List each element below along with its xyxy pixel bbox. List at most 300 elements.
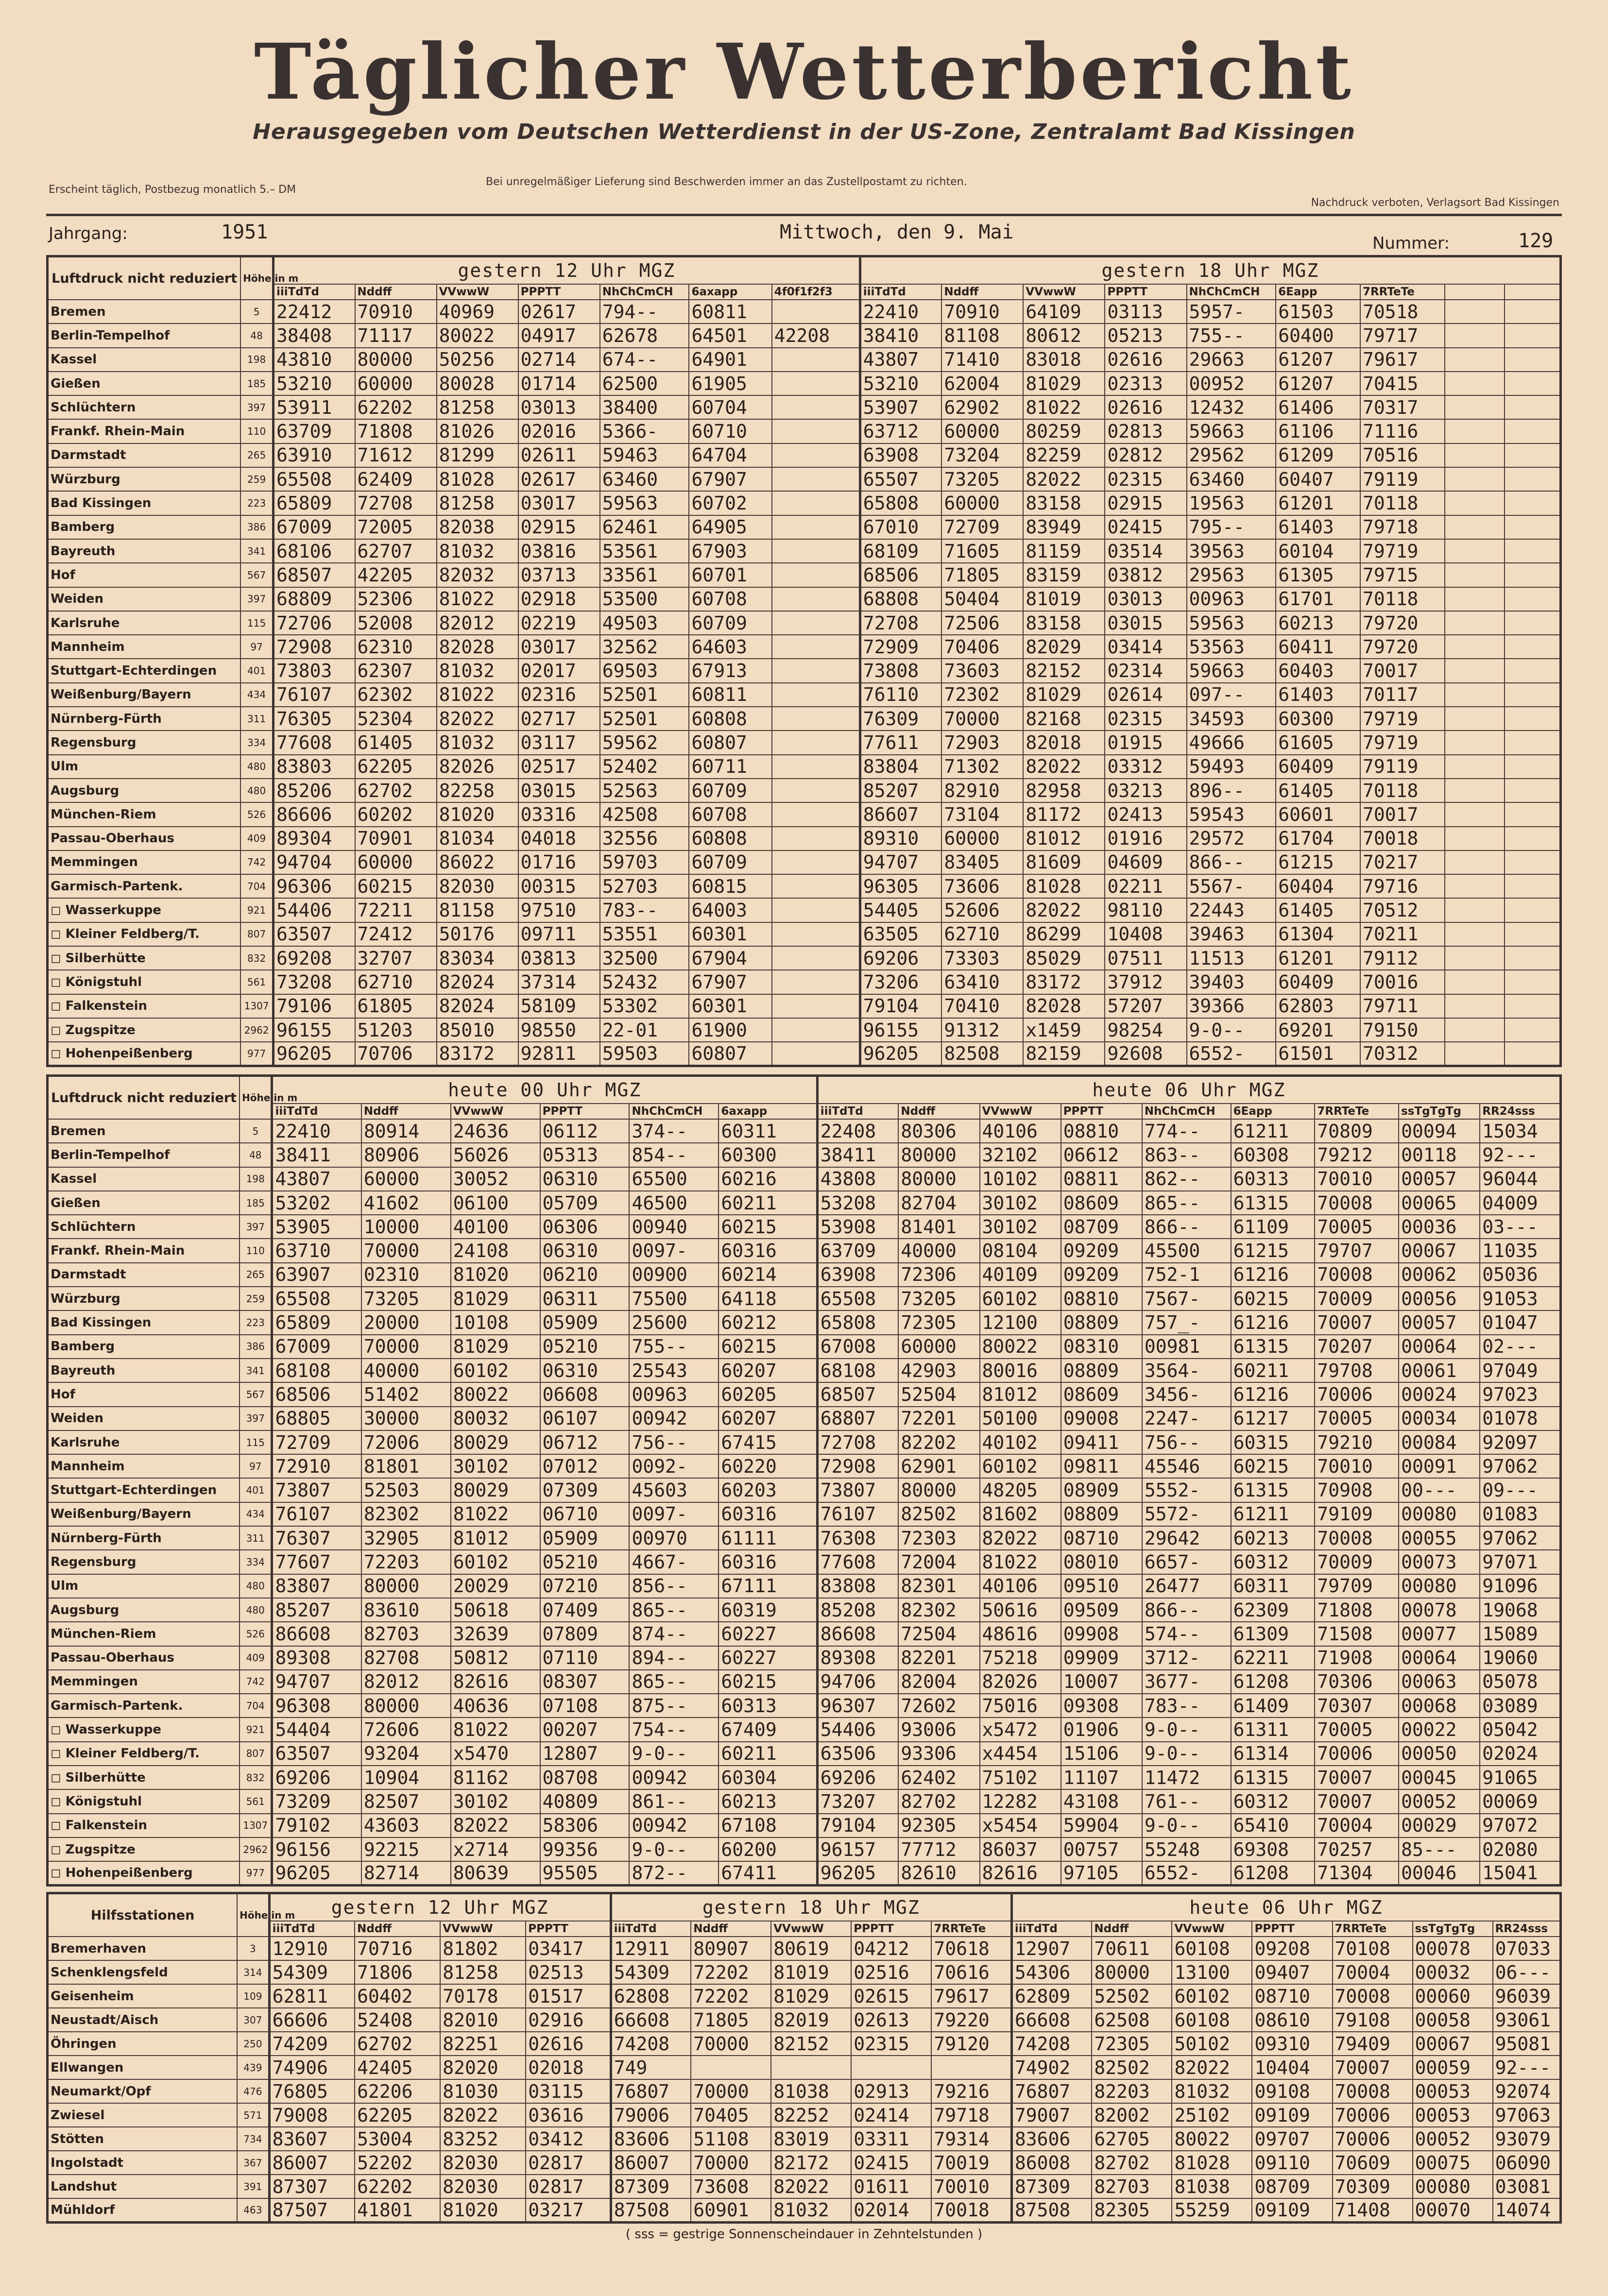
station-name: Ingolstadt — [48, 2151, 238, 2175]
station-altitude: 480 — [239, 1598, 272, 1622]
observation-value: 574-- — [1142, 1622, 1231, 1646]
observation-value: 81029 — [451, 1287, 540, 1310]
observation-value: 0097- — [629, 1502, 718, 1526]
observation-value: 71808 — [355, 419, 437, 443]
observation-value: 73205 — [941, 467, 1023, 491]
observation-value — [1445, 635, 1505, 659]
observation-value: 80032 — [451, 1407, 540, 1430]
observation-value: 61403 — [1276, 683, 1360, 707]
observation-value: 60215 — [1231, 1287, 1315, 1310]
observation-value: 08709 — [1061, 1215, 1142, 1239]
observation-value — [1445, 970, 1505, 994]
observation-value: 08809 — [1061, 1502, 1142, 1526]
station-name: Bad Kissingen — [48, 491, 241, 515]
observation-value: 60000 — [355, 372, 437, 395]
observation-value — [772, 395, 860, 419]
observation-value: 70108 — [1333, 1937, 1413, 1960]
observation-value: 861-- — [629, 1789, 718, 1813]
observation-value: 11035 — [1480, 1239, 1560, 1262]
observation-value: 94704 — [273, 850, 355, 874]
observation-value: 73104 — [941, 802, 1023, 826]
observation-value: 09509 — [1061, 1598, 1142, 1622]
observation-value — [1445, 994, 1505, 1018]
observation-value: 72708 — [355, 491, 437, 515]
observation-value: 72709 — [272, 1430, 361, 1454]
table-row — [48, 539, 1561, 563]
observation-value: 02014 — [851, 2198, 931, 2222]
observation-value — [1445, 372, 1505, 395]
observation-value: 40969 — [437, 300, 518, 323]
observation-value: 63460 — [600, 467, 689, 491]
observation-value — [1445, 779, 1505, 802]
observation-value: 81029 — [771, 1984, 851, 2008]
table-row — [48, 1454, 1561, 1478]
observation-value: 674-- — [600, 348, 689, 372]
observation-value: 59904 — [1061, 1814, 1142, 1837]
observation-value: 01916 — [1105, 827, 1186, 850]
observation-value: 15089 — [1480, 1622, 1560, 1646]
table-row — [48, 2079, 1561, 2103]
group-header — [272, 1076, 817, 1104]
observation-value: 85029 — [1023, 946, 1105, 970]
observation-value: 67907 — [689, 467, 771, 491]
observation-value: 60409 — [1276, 755, 1360, 779]
observation-value: 72706 — [273, 611, 355, 635]
observation-value: 07110 — [540, 1646, 630, 1670]
observation-value: 05909 — [540, 1526, 630, 1550]
station-name: ◻ Falkenstein — [48, 994, 241, 1018]
station-header: Hilfsstationen — [48, 1893, 238, 1937]
observation-value: 60702 — [689, 491, 771, 515]
observation-value — [1445, 323, 1505, 347]
observation-value: 59563 — [600, 491, 689, 515]
observation-value: 00064 — [1399, 1646, 1480, 1670]
station-name: Bayreuth — [48, 539, 241, 563]
observation-value: 70706 — [355, 1042, 437, 1066]
observation-value: 06090 — [1493, 2151, 1561, 2175]
observation-value: 79102 — [272, 1814, 361, 1837]
observation-value: 60215 — [355, 874, 437, 898]
observation-value: 5567- — [1187, 874, 1276, 898]
column-header: iiiTdTd — [860, 284, 941, 300]
observation-value — [772, 779, 860, 802]
observation-value: 81012 — [980, 1382, 1061, 1406]
observation-value: 08710 — [1061, 1526, 1142, 1550]
observation-value: 70000 — [691, 2032, 771, 2056]
observation-value — [772, 874, 860, 898]
observation-value: 02913 — [851, 2079, 931, 2103]
group-header-label: gestern 12 Uhr MGZ — [458, 260, 676, 281]
observation-value: 40000 — [898, 1239, 979, 1262]
observation-value: 65500 — [629, 1167, 718, 1191]
observation-value: 62206 — [355, 2079, 440, 2103]
observation-value: 00057 — [1399, 1310, 1480, 1334]
observation-value: 43807 — [860, 348, 941, 372]
observation-value — [1505, 539, 1561, 563]
observation-value: 92215 — [361, 1837, 451, 1861]
station-altitude: 223 — [240, 491, 273, 515]
observation-value: 00053 — [1413, 2103, 1493, 2127]
observation-value: 60400 — [1276, 323, 1360, 347]
observation-value: 01716 — [518, 850, 600, 874]
observation-value: 72910 — [272, 1454, 361, 1478]
observation-value: 60215 — [1231, 1454, 1315, 1478]
observation-value: 97049 — [1480, 1359, 1560, 1382]
observation-value: 52408 — [355, 2008, 440, 2032]
observation-value — [1445, 1042, 1505, 1066]
observation-value: 68507 — [273, 563, 355, 587]
observation-value: 09811 — [1061, 1454, 1142, 1478]
observation-value: 81602 — [980, 1502, 1061, 1526]
observation-value: 87507 — [269, 2198, 355, 2222]
group-header-label: heute 06 Uhr MGZ — [1189, 1897, 1383, 1918]
observation-value: 60313 — [1231, 1167, 1315, 1191]
observation-value: 10102 — [980, 1167, 1061, 1191]
observation-value — [772, 922, 860, 946]
column-header: NhChCmCH — [600, 284, 689, 300]
column-header: 6Eapp — [1231, 1104, 1315, 1119]
station-name: Öhringen — [48, 2032, 238, 2056]
observation-value: 87309 — [1011, 2175, 1092, 2198]
observation-value — [1445, 419, 1505, 443]
station-altitude: 397 — [240, 587, 273, 611]
observation-value: 62702 — [355, 779, 437, 802]
observation-value: 20029 — [451, 1574, 540, 1598]
observation-value: 09909 — [1061, 1646, 1142, 1670]
observation-value: 70010 — [1315, 1454, 1399, 1478]
observation-value — [1505, 587, 1561, 611]
observation-value: 81038 — [771, 2079, 851, 2103]
observation-value: 02018 — [526, 2056, 611, 2079]
observation-value: 60808 — [689, 827, 771, 850]
observation-value: 82022 — [451, 1814, 540, 1837]
observation-value: 61208 — [1231, 1670, 1315, 1694]
observation-value: 60704 — [689, 395, 771, 419]
station-name: Schlüchtern — [48, 1215, 240, 1239]
observation-value: 97072 — [1480, 1814, 1560, 1837]
station-name: ◻ Falkenstein — [48, 1814, 240, 1837]
observation-value: 73807 — [817, 1478, 898, 1502]
observation-value: 86037 — [980, 1837, 1061, 1861]
observation-value: 65410 — [1231, 1814, 1315, 1837]
table-row — [48, 874, 1561, 898]
observation-value: 52504 — [898, 1382, 979, 1406]
station-altitude: 97 — [240, 635, 273, 659]
observation-value: 75218 — [980, 1646, 1061, 1670]
observation-value: 02219 — [518, 611, 600, 635]
station-name: Hof — [48, 563, 241, 587]
observation-value: 73606 — [941, 874, 1023, 898]
station-altitude: 2962 — [240, 1018, 273, 1042]
observation-value: 82010 — [440, 2008, 526, 2032]
observation-value: 70901 — [355, 827, 437, 850]
observation-value: 89308 — [817, 1646, 898, 1670]
observation-value: 98254 — [1105, 1018, 1186, 1042]
observation-value — [1445, 946, 1505, 970]
station-name: Nürnberg-Fürth — [48, 1526, 240, 1550]
observation-value: 61704 — [1276, 827, 1360, 850]
column-header: RR24sss — [1480, 1104, 1560, 1119]
observation-value: 03816 — [518, 539, 600, 563]
observation-value: 70257 — [1315, 1837, 1399, 1861]
observation-value: 72305 — [898, 1310, 979, 1334]
observation-value: 894-- — [629, 1646, 718, 1670]
observation-value — [772, 707, 860, 731]
observation-value: 02080 — [1480, 1837, 1560, 1861]
observation-value: 03013 — [1105, 587, 1186, 611]
station-altitude: 115 — [239, 1430, 272, 1454]
observation-value: 57207 — [1105, 994, 1186, 1018]
observation-value: 70317 — [1360, 395, 1445, 419]
observation-value — [1505, 1042, 1561, 1066]
observation-value: 09209 — [1061, 1263, 1142, 1287]
observation-value: 82022 — [1172, 2056, 1252, 2079]
table-row — [48, 1382, 1561, 1406]
observation-value: 00036 — [1399, 1215, 1480, 1239]
station-name: Augsburg — [48, 1598, 240, 1622]
observation-value: 00118 — [1399, 1143, 1480, 1167]
observation-value: 74902 — [1011, 2056, 1092, 2079]
observation-value: 81258 — [437, 395, 518, 419]
station-name: Nürnberg-Fürth — [48, 707, 241, 731]
station-name: Hof — [48, 1382, 240, 1406]
observation-value: 00052 — [1399, 1789, 1480, 1813]
observation-value: 72305 — [1092, 2032, 1172, 2056]
station-name: Neustadt/Aisch — [48, 2008, 238, 2032]
observation-value: 04212 — [851, 1937, 931, 1960]
observation-value: 73207 — [817, 1789, 898, 1813]
station-name: Memmingen — [48, 1670, 240, 1694]
observation-value: 76107 — [273, 683, 355, 707]
station-name: Garmisch-Partenk. — [48, 1694, 240, 1718]
observation-value: 00069 — [1480, 1789, 1560, 1813]
observation-value: 06612 — [1061, 1143, 1142, 1167]
station-name: München-Riem — [48, 802, 241, 826]
observation-value: 49503 — [600, 611, 689, 635]
observation-value: 865-- — [629, 1598, 718, 1622]
observation-value: 02310 — [361, 1263, 451, 1287]
observation-value — [772, 611, 860, 635]
table-row — [48, 1937, 1561, 1960]
observation-value — [1505, 731, 1561, 754]
observation-value — [1505, 563, 1561, 587]
observation-value — [1505, 827, 1561, 850]
observation-value: 70609 — [1333, 2151, 1413, 2175]
observation-value: 82958 — [1023, 779, 1105, 802]
observation-value: 61201 — [1276, 946, 1360, 970]
column-header: 7RRTeTe — [1333, 1921, 1413, 1937]
observation-value: 72908 — [273, 635, 355, 659]
observation-value: 51203 — [355, 1018, 437, 1042]
observation-value: 08609 — [1061, 1382, 1142, 1406]
observation-value — [1445, 467, 1505, 491]
observation-value: 60311 — [718, 1119, 817, 1143]
observation-value: 70017 — [1360, 802, 1445, 826]
observation-value: 60215 — [718, 1670, 817, 1694]
observation-value: 65808 — [817, 1310, 898, 1334]
observation-value: 79216 — [931, 2079, 1011, 2103]
observation-value: 09109 — [1252, 2198, 1332, 2222]
observation-value: 02616 — [526, 2032, 611, 2056]
observation-value: 00059 — [1413, 2056, 1493, 2079]
observation-value: 09109 — [1252, 2103, 1332, 2127]
observation-value: 02414 — [851, 2103, 931, 2127]
observation-value: 58306 — [540, 1814, 630, 1837]
observation-value: 43603 — [361, 1814, 451, 1837]
station-altitude: 807 — [240, 922, 273, 946]
observation-value: 96155 — [860, 1018, 941, 1042]
observation-value: 00315 — [518, 874, 600, 898]
observation-value: 63460 — [1187, 467, 1276, 491]
observation-value: 61314 — [1231, 1742, 1315, 1766]
observation-value: 60301 — [689, 994, 771, 1018]
observation-value: 67904 — [689, 946, 771, 970]
observation-value: 65507 — [860, 467, 941, 491]
observation-value — [1445, 731, 1505, 754]
station-name: ◻ Kleiner Feldberg/T. — [48, 1742, 240, 1766]
observation-value: 70008 — [1315, 1263, 1399, 1287]
observation-value: 39563 — [1187, 539, 1276, 563]
station-altitude: 480 — [240, 755, 273, 779]
station-altitude: 311 — [240, 707, 273, 731]
column-header: 7RRTeTe — [1315, 1104, 1399, 1119]
observation-value: 89310 — [860, 827, 941, 850]
station-name: Bad Kissingen — [48, 1310, 240, 1334]
observation-value: 32905 — [361, 1526, 451, 1550]
column-header: VVwwW — [437, 284, 518, 300]
observation-value: 22408 — [817, 1119, 898, 1143]
observation-value: 02415 — [1105, 515, 1186, 539]
observation-value: 76805 — [269, 2079, 355, 2103]
observation-value: 52501 — [600, 707, 689, 731]
observation-value: 60312 — [1231, 1550, 1315, 1574]
observation-value: 50616 — [980, 1598, 1061, 1622]
group-header — [860, 256, 1560, 285]
observation-value: 62409 — [355, 467, 437, 491]
station-altitude: 921 — [239, 1718, 272, 1741]
observation-value: 83019 — [771, 2127, 851, 2151]
observation-value: 03081 — [1493, 2175, 1561, 2198]
station-altitude: 1307 — [240, 994, 273, 1018]
station-name: Bamberg — [48, 515, 241, 539]
observation-value: 00046 — [1399, 1861, 1480, 1885]
observation-value: 14074 — [1493, 2198, 1561, 2222]
observation-value: 70207 — [1315, 1335, 1399, 1359]
observation-value: 82022 — [437, 707, 518, 731]
table-row — [48, 1622, 1561, 1646]
table-row — [48, 1646, 1561, 1670]
observation-value: 74208 — [1011, 2032, 1092, 2056]
observation-value: 79708 — [1315, 1359, 1399, 1382]
observation-value: 66608 — [611, 2008, 691, 2032]
observation-value: 10007 — [1061, 1670, 1142, 1694]
observation-value: 3456- — [1142, 1382, 1231, 1406]
observation-value: 60710 — [689, 419, 771, 443]
station-altitude: 401 — [240, 659, 273, 682]
observation-value: 63908 — [860, 443, 941, 467]
table-row — [48, 946, 1561, 970]
observation-value: 56026 — [451, 1143, 540, 1167]
observation-value: 29572 — [1187, 827, 1276, 850]
observation-value: 61805 — [355, 994, 437, 1018]
observation-value: 81032 — [771, 2198, 851, 2222]
observation-value: 97023 — [1480, 1382, 1560, 1406]
station-altitude: 977 — [239, 1861, 272, 1885]
station-altitude: 409 — [240, 827, 273, 850]
station-altitude: 439 — [237, 2056, 269, 2079]
observation-value: 79006 — [611, 2103, 691, 2127]
observation-value: 4667- — [629, 1550, 718, 1574]
observation-value: 02017 — [518, 659, 600, 682]
group-header-label: gestern 18 Uhr MGZ — [702, 1897, 920, 1918]
observation-value: 40109 — [980, 1263, 1061, 1287]
observation-value: 01906 — [1061, 1718, 1142, 1741]
observation-value: 00070 — [1413, 2198, 1493, 2222]
observation-value: 96307 — [817, 1694, 898, 1718]
observation-value: 872-- — [629, 1861, 718, 1885]
observation-value: 62202 — [355, 395, 437, 419]
observation-value: 67409 — [718, 1718, 817, 1741]
observation-value: 02617 — [518, 467, 600, 491]
column-header: Nddff — [941, 284, 1023, 300]
observation-value: 08810 — [1061, 1287, 1142, 1310]
observation-value: 93006 — [898, 1718, 979, 1741]
observation-value: 03217 — [526, 2198, 611, 2222]
observation-value: 96305 — [860, 874, 941, 898]
observation-value — [772, 587, 860, 611]
observation-value: 81159 — [1023, 539, 1105, 563]
observation-value: 72202 — [691, 1960, 771, 1984]
observation-value: 00034 — [1399, 1407, 1480, 1430]
station-name: ◻ Hohenpeißenberg — [48, 1042, 241, 1066]
observation-value — [1445, 755, 1505, 779]
observation-value: 09310 — [1252, 2032, 1332, 2056]
observation-value: 81038 — [1172, 2175, 1252, 2198]
observation-value — [1445, 491, 1505, 515]
observation-value: 60709 — [689, 611, 771, 635]
observation-value: 03312 — [1105, 755, 1186, 779]
station-altitude: 704 — [239, 1694, 272, 1718]
observation-value: 06311 — [540, 1287, 630, 1310]
station-name: ◻ Wasserkuppe — [48, 898, 241, 922]
observation-value: 67108 — [718, 1814, 817, 1837]
observation-value: 08811 — [1061, 1167, 1142, 1191]
observation-value: 92305 — [898, 1814, 979, 1837]
observation-value: 61406 — [1276, 395, 1360, 419]
observation-value: 60601 — [1276, 802, 1360, 826]
station-altitude: 265 — [240, 443, 273, 467]
observation-value: 73803 — [273, 659, 355, 682]
observation-value: 61211 — [1231, 1502, 1315, 1526]
observation-value — [772, 1042, 860, 1066]
observation-value: 68805 — [272, 1407, 361, 1430]
observation-value: 02315 — [851, 2032, 931, 2056]
observation-value: 00963 — [629, 1382, 718, 1406]
observation-value: 96205 — [272, 1861, 361, 1885]
observation-value: 52501 — [600, 683, 689, 707]
observation-value: 07033 — [1493, 1937, 1561, 1960]
observation-value: 40102 — [980, 1430, 1061, 1454]
observation-value: 79719 — [1360, 707, 1445, 731]
observation-value: 06608 — [540, 1382, 630, 1406]
observation-value: 82259 — [1023, 443, 1105, 467]
observation-value: 83018 — [1023, 348, 1105, 372]
station-name: Bayreuth — [48, 1359, 240, 1382]
observation-value — [1445, 850, 1505, 874]
observation-value: 59543 — [1187, 802, 1276, 826]
observation-value: 81158 — [437, 898, 518, 922]
observation-value: 63908 — [817, 1263, 898, 1287]
